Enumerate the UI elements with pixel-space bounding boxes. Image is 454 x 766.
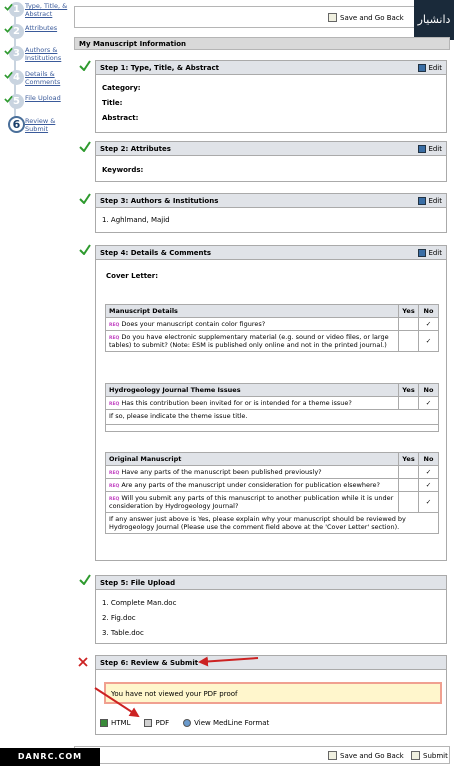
required-tag: REQ <box>109 497 120 502</box>
arrow-to-pdf <box>95 688 138 716</box>
edit-label: Edit <box>428 64 442 72</box>
file-item: 2. Fig.doc <box>102 614 136 622</box>
nav-step-label[interactable]: Authors & Institutions <box>25 46 62 62</box>
question-text: Are any parts of the manuscript under consideration for publication elsewhere? <box>121 481 380 489</box>
step-number-badge: 6 <box>8 116 25 133</box>
step6-title: Step 6: Review & Submit <box>100 659 199 667</box>
question-text: Has this contribution been invited for or is intended for a theme issue? <box>121 399 352 407</box>
step-number-badge: 5 <box>9 94 24 109</box>
save-go-back-button[interactable] <box>328 751 404 760</box>
cover-letter-label: Cover Letter: <box>106 272 159 280</box>
question-text: Do you have electronic supplementary material (e.g. sound or video files, or large tables) to submit? (Note: ESM is published only online and not in the printed journal.) <box>109 333 389 349</box>
category-label: Category: <box>102 84 141 92</box>
bottom-toolbar <box>74 746 450 764</box>
yes-header: Yes <box>399 384 419 397</box>
step5-title: Step 5: File Upload <box>100 579 176 587</box>
theme-note: If so, please indicate the theme issue title. <box>106 410 439 425</box>
question-text: Does your manuscript contain color figures? <box>121 320 266 328</box>
step2-title: Step 2: Attributes <box>100 145 171 153</box>
step-number-badge: 3 <box>9 46 24 61</box>
no-cell: ✓ <box>419 318 439 331</box>
abstract-label: Abstract: <box>102 114 139 122</box>
no-header: No <box>419 384 439 397</box>
nav-step-label[interactable]: Review & Submit <box>25 117 56 133</box>
site-logo: دانشیار <box>414 0 454 40</box>
title-label: Title: <box>102 99 123 107</box>
nav-step-label[interactable]: Attributes <box>25 24 58 32</box>
edit-label: Edit <box>428 249 442 257</box>
table-header: Hydrogeology Journal Theme Issues <box>106 384 399 397</box>
no-cell: ✓ <box>419 479 439 492</box>
submit-icon <box>411 751 420 760</box>
arrow-to-step6 <box>200 658 258 662</box>
pdf-link-label: PDF <box>155 719 170 727</box>
save-go-back-label: Save and Go Back <box>340 13 404 22</box>
edit-label: Edit <box>428 145 442 153</box>
table-header: Manuscript Details <box>106 305 399 318</box>
no-cell: ✓ <box>419 331 439 352</box>
submit-label: Submit <box>423 751 448 760</box>
nav-step-label[interactable]: Type, Title, & Abstract <box>25 2 68 18</box>
required-tag: REQ <box>109 336 120 341</box>
no-cell: ✓ <box>419 397 439 410</box>
original-note: If any answer just above is Yes, please explain why your manuscript should be reviewed by Hydrogeology Journal (Please use the comment field above at the 'Cover Letter' section). <box>106 513 439 534</box>
html-link-label: HTML <box>111 719 131 727</box>
required-tag: REQ <box>109 484 120 489</box>
step1-title: Step 1: Type, Title, & Abstract <box>100 64 219 72</box>
file-item: 1. Complete Man.doc <box>102 599 177 607</box>
step-number-badge: 4 <box>9 70 24 85</box>
keywords-label: Keywords: <box>102 166 144 174</box>
yes-header: Yes <box>399 453 419 466</box>
step3-title: Step 3: Authors & Institutions <box>100 197 219 205</box>
question-text: Will you submit any parts of this manuscript to another publication while it is under consideration by Hydrogeology Journal? <box>109 494 394 510</box>
nav-step-label[interactable]: File Upload <box>25 94 61 102</box>
watermark-brand: DANRC.COM <box>0 748 100 766</box>
step-number-badge: 1 <box>9 2 24 17</box>
question-text: Have any parts of the manuscript been published previously? <box>121 468 322 476</box>
no-header: No <box>419 305 439 318</box>
no-cell: ✓ <box>419 466 439 479</box>
save-go-back-label: Save and Go Back <box>340 751 404 760</box>
required-tag: REQ <box>109 471 120 476</box>
yes-header: Yes <box>399 305 419 318</box>
no-header: No <box>419 453 439 466</box>
required-tag: REQ <box>109 402 120 407</box>
step4-title: Step 4: Details & Comments <box>100 249 212 257</box>
author-item: 1. Aghlmand, Majid <box>102 216 170 224</box>
file-item: 3. Table.doc <box>102 629 144 637</box>
section-title: My Manuscript Information <box>74 37 450 50</box>
edit-label: Edit <box>428 197 442 205</box>
table-header: Original Manuscript <box>106 453 399 466</box>
step-number-badge: 2 <box>9 24 24 39</box>
pdf-warning: You have not viewed your PDF proof <box>104 682 442 704</box>
no-cell: ✓ <box>419 492 439 513</box>
required-tag: REQ <box>109 323 120 328</box>
medline-link-label: View MedLine Format <box>194 719 270 727</box>
save-icon <box>328 751 337 760</box>
submit-button[interactable] <box>411 751 448 760</box>
nav-step-label[interactable]: Details & Comments <box>25 70 61 86</box>
